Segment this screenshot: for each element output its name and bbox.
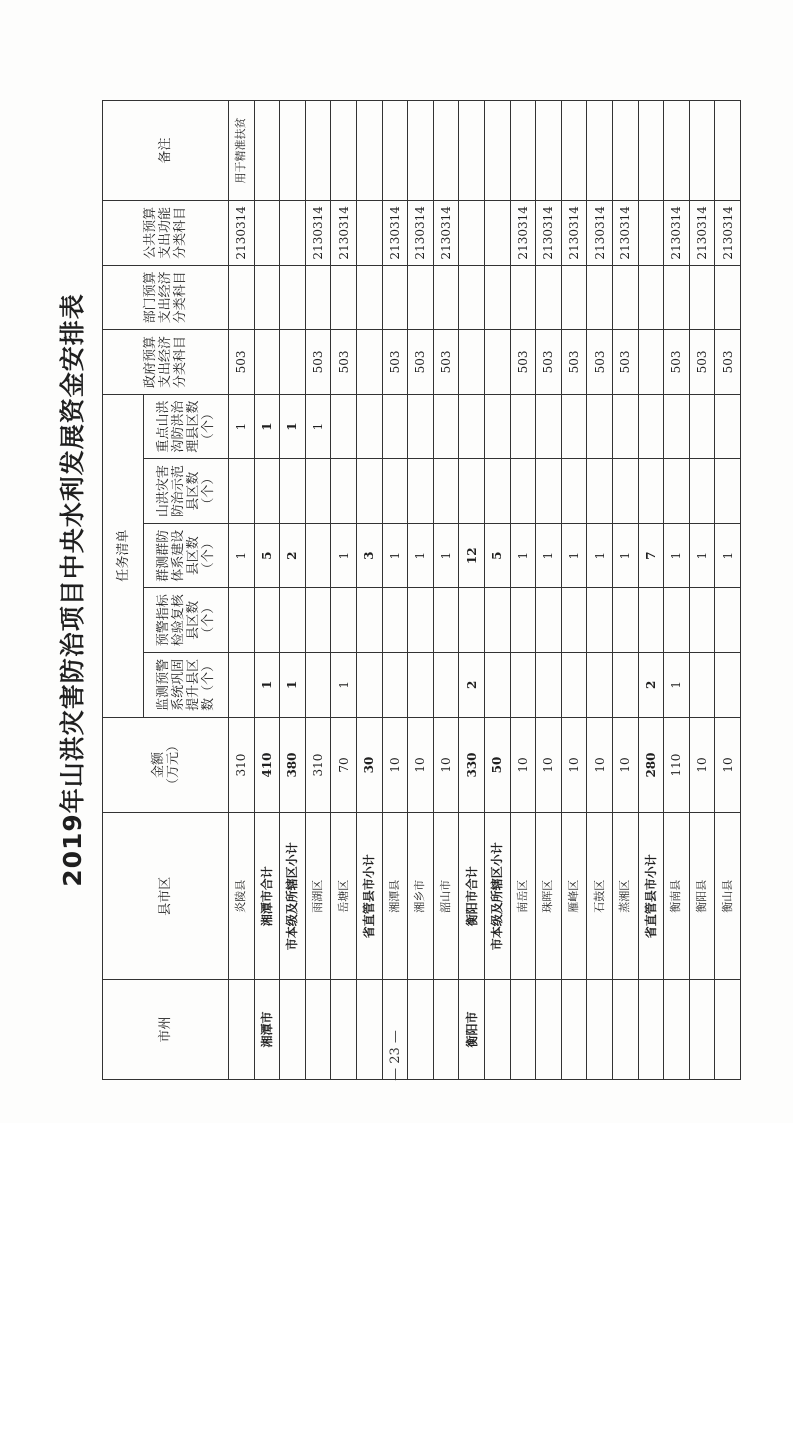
task4-cell bbox=[664, 459, 690, 524]
county-cell: 蒸湘区 bbox=[612, 813, 638, 980]
gov-econ-cell: 503 bbox=[561, 330, 587, 395]
county-cell: 衡山县 bbox=[715, 813, 741, 980]
table-row bbox=[331, 101, 357, 1080]
task5-cell bbox=[689, 394, 715, 459]
remark-cell bbox=[459, 101, 485, 201]
task2-cell bbox=[382, 588, 408, 653]
task3-cell bbox=[305, 523, 331, 588]
county-cell: 岳塘区 bbox=[331, 813, 357, 980]
task1-cell bbox=[536, 653, 562, 718]
city-cell bbox=[638, 980, 664, 1080]
amount-cell: 310 bbox=[229, 717, 255, 813]
amount-cell: 10 bbox=[587, 717, 613, 813]
dept-econ-cell bbox=[689, 265, 715, 330]
page-number: — 23 — bbox=[388, 1030, 403, 1081]
dept-econ-cell bbox=[715, 265, 741, 330]
amount-cell: 10 bbox=[408, 717, 434, 813]
task2-cell bbox=[587, 588, 613, 653]
remark-cell bbox=[408, 101, 434, 201]
task1-cell: 2 bbox=[459, 653, 485, 718]
county-cell: 雁峰区 bbox=[561, 813, 587, 980]
task1-cell: 1 bbox=[280, 653, 306, 718]
county-cell: 湘乡市 bbox=[408, 813, 434, 980]
county-cell: 衡南县 bbox=[664, 813, 690, 980]
func-cell: 2130314 bbox=[510, 201, 536, 266]
header-county: 县市区 bbox=[103, 813, 229, 980]
amount-cell: 280 bbox=[638, 717, 664, 813]
task4-cell bbox=[510, 459, 536, 524]
county-cell: 南岳区 bbox=[510, 813, 536, 980]
city-cell bbox=[689, 980, 715, 1080]
func-cell: 2130314 bbox=[382, 201, 408, 266]
amount-cell: 10 bbox=[689, 717, 715, 813]
header-amount: 金额 （万元） bbox=[103, 717, 229, 813]
gov-econ-cell: 503 bbox=[408, 330, 434, 395]
task2-cell bbox=[331, 588, 357, 653]
dept-econ-cell bbox=[331, 265, 357, 330]
task5-cell: 1 bbox=[280, 394, 306, 459]
city-cell bbox=[331, 980, 357, 1080]
amount-cell: 10 bbox=[561, 717, 587, 813]
task3-cell: 5 bbox=[254, 523, 280, 588]
task2-cell bbox=[433, 588, 459, 653]
task5-cell bbox=[561, 394, 587, 459]
remark-cell bbox=[587, 101, 613, 201]
task1-cell bbox=[715, 653, 741, 718]
header-remark: 备注 bbox=[103, 101, 229, 201]
county-cell: 省直管县市小计 bbox=[638, 813, 664, 980]
table-row bbox=[280, 101, 306, 1080]
dept-econ-cell bbox=[536, 265, 562, 330]
task4-cell bbox=[587, 459, 613, 524]
table-header bbox=[103, 101, 229, 1080]
func-cell: 2130314 bbox=[408, 201, 434, 266]
task1-cell: 1 bbox=[664, 653, 690, 718]
header-task2: 预警指标检验复核县区数（个） bbox=[144, 588, 229, 653]
task2-cell bbox=[561, 588, 587, 653]
task5-cell bbox=[664, 394, 690, 459]
table-row bbox=[715, 101, 741, 1080]
gov-econ-cell: 503 bbox=[305, 330, 331, 395]
gov-econ-cell: 503 bbox=[715, 330, 741, 395]
task3-cell: 1 bbox=[715, 523, 741, 588]
task5-cell: 1 bbox=[229, 394, 255, 459]
task2-cell bbox=[459, 588, 485, 653]
task1-cell bbox=[356, 653, 382, 718]
task3-cell: 1 bbox=[382, 523, 408, 588]
gov-econ-cell: 503 bbox=[510, 330, 536, 395]
gov-econ-cell: 503 bbox=[331, 330, 357, 395]
city-cell bbox=[433, 980, 459, 1080]
remark-cell bbox=[664, 101, 690, 201]
task4-cell bbox=[715, 459, 741, 524]
dept-econ-cell bbox=[561, 265, 587, 330]
header-task-list: 任务清单 bbox=[103, 394, 144, 717]
amount-cell: 330 bbox=[459, 717, 485, 813]
funding-table bbox=[102, 100, 741, 1080]
task5-cell: 1 bbox=[254, 394, 280, 459]
dept-econ-cell bbox=[664, 265, 690, 330]
remark-cell bbox=[433, 101, 459, 201]
remark-cell bbox=[331, 101, 357, 201]
amount-cell: 10 bbox=[433, 717, 459, 813]
task3-cell: 2 bbox=[280, 523, 306, 588]
task3-cell: 7 bbox=[638, 523, 664, 588]
county-cell: 市本级及所辖区小计 bbox=[484, 813, 510, 980]
remark-cell bbox=[689, 101, 715, 201]
task4-cell bbox=[536, 459, 562, 524]
task3-cell: 1 bbox=[408, 523, 434, 588]
func-cell: 2130314 bbox=[664, 201, 690, 266]
task1-cell bbox=[484, 653, 510, 718]
func-cell bbox=[484, 201, 510, 266]
task5-cell bbox=[612, 394, 638, 459]
func-cell: 2130314 bbox=[561, 201, 587, 266]
task3-cell: 1 bbox=[510, 523, 536, 588]
func-cell: 2130314 bbox=[536, 201, 562, 266]
task5-cell bbox=[356, 394, 382, 459]
county-cell: 珠晖区 bbox=[536, 813, 562, 980]
task1-cell bbox=[305, 653, 331, 718]
dept-econ-cell bbox=[254, 265, 280, 330]
page-title: 2019年山洪灾害防治项目中央水利发展资金安排表 bbox=[58, 293, 87, 887]
header-city: 市州 bbox=[103, 980, 229, 1080]
func-cell bbox=[254, 201, 280, 266]
func-cell: 2130314 bbox=[433, 201, 459, 266]
task3-cell: 1 bbox=[689, 523, 715, 588]
func-cell: 2130314 bbox=[587, 201, 613, 266]
task4-cell bbox=[459, 459, 485, 524]
gov-econ-cell: 503 bbox=[689, 330, 715, 395]
county-cell: 韶山市 bbox=[433, 813, 459, 980]
task4-cell bbox=[561, 459, 587, 524]
task1-cell: 1 bbox=[331, 653, 357, 718]
func-cell bbox=[459, 201, 485, 266]
dept-econ-cell bbox=[382, 265, 408, 330]
dept-econ-cell bbox=[612, 265, 638, 330]
remark-cell bbox=[382, 101, 408, 201]
task2-cell bbox=[612, 588, 638, 653]
dept-econ-cell bbox=[587, 265, 613, 330]
task4-cell bbox=[484, 459, 510, 524]
task1-cell bbox=[408, 653, 434, 718]
task4-cell bbox=[408, 459, 434, 524]
task4-cell bbox=[280, 459, 306, 524]
task5-cell bbox=[715, 394, 741, 459]
task1-cell bbox=[561, 653, 587, 718]
remark-cell: 用于精准扶贫 bbox=[229, 101, 255, 201]
remark-cell bbox=[510, 101, 536, 201]
table-row bbox=[459, 101, 485, 1080]
func-cell bbox=[356, 201, 382, 266]
table-row bbox=[561, 101, 587, 1080]
gov-econ-cell bbox=[638, 330, 664, 395]
gov-econ-cell: 503 bbox=[587, 330, 613, 395]
task2-cell bbox=[254, 588, 280, 653]
remark-cell bbox=[715, 101, 741, 201]
amount-cell: 410 bbox=[254, 717, 280, 813]
remark-cell bbox=[638, 101, 664, 201]
table-row bbox=[356, 101, 382, 1080]
remark-cell bbox=[612, 101, 638, 201]
task2-cell bbox=[484, 588, 510, 653]
remark-cell bbox=[536, 101, 562, 201]
city-cell: 衡阳市 bbox=[459, 980, 485, 1080]
task2-cell bbox=[715, 588, 741, 653]
gov-econ-cell bbox=[356, 330, 382, 395]
task5-cell bbox=[484, 394, 510, 459]
remark-cell bbox=[356, 101, 382, 201]
table-row bbox=[229, 101, 255, 1080]
amount-cell: 50 bbox=[484, 717, 510, 813]
table-row bbox=[612, 101, 638, 1080]
task4-cell bbox=[638, 459, 664, 524]
city-cell bbox=[280, 980, 306, 1080]
city-cell bbox=[536, 980, 562, 1080]
city-cell bbox=[484, 980, 510, 1080]
task4-cell bbox=[305, 459, 331, 524]
task1-cell: 2 bbox=[638, 653, 664, 718]
dept-econ-cell bbox=[433, 265, 459, 330]
func-cell: 2130314 bbox=[305, 201, 331, 266]
amount-cell: 70 bbox=[331, 717, 357, 813]
task3-cell: 1 bbox=[433, 523, 459, 588]
task2-cell bbox=[305, 588, 331, 653]
task3-cell: 1 bbox=[664, 523, 690, 588]
county-cell: 雨湖区 bbox=[305, 813, 331, 980]
amount-cell: 10 bbox=[510, 717, 536, 813]
header-func: 公共预算支出功能分类科目 bbox=[103, 201, 229, 266]
task2-cell bbox=[408, 588, 434, 653]
task1-cell: 1 bbox=[254, 653, 280, 718]
task5-cell bbox=[587, 394, 613, 459]
gov-econ-cell bbox=[280, 330, 306, 395]
task4-cell bbox=[612, 459, 638, 524]
city-cell bbox=[305, 980, 331, 1080]
table-row bbox=[254, 101, 280, 1080]
amount-cell: 380 bbox=[280, 717, 306, 813]
gov-econ-cell: 503 bbox=[536, 330, 562, 395]
task5-cell bbox=[536, 394, 562, 459]
task3-cell: 12 bbox=[459, 523, 485, 588]
task5-cell bbox=[408, 394, 434, 459]
header-dept-econ: 部门预算支出经济分类科目 bbox=[103, 265, 229, 330]
task1-cell bbox=[433, 653, 459, 718]
task5-cell bbox=[382, 394, 408, 459]
gov-econ-cell bbox=[459, 330, 485, 395]
task4-cell bbox=[382, 459, 408, 524]
dept-econ-cell bbox=[638, 265, 664, 330]
county-cell: 衡阳市合计 bbox=[459, 813, 485, 980]
task5-cell bbox=[331, 394, 357, 459]
header-gov-econ: 政府预算支出经济分类科目 bbox=[103, 330, 229, 395]
table-row bbox=[536, 101, 562, 1080]
dept-econ-cell bbox=[280, 265, 306, 330]
task3-cell: 1 bbox=[561, 523, 587, 588]
county-cell: 湘潭县 bbox=[382, 813, 408, 980]
gov-econ-cell bbox=[484, 330, 510, 395]
task2-cell bbox=[280, 588, 306, 653]
task3-cell: 1 bbox=[331, 523, 357, 588]
city-cell bbox=[356, 980, 382, 1080]
task3-cell: 1 bbox=[536, 523, 562, 588]
task5-cell bbox=[433, 394, 459, 459]
dept-econ-cell bbox=[510, 265, 536, 330]
table-row bbox=[587, 101, 613, 1080]
city-cell bbox=[612, 980, 638, 1080]
city-cell bbox=[587, 980, 613, 1080]
county-cell: 石鼓区 bbox=[587, 813, 613, 980]
func-cell: 2130314 bbox=[331, 201, 357, 266]
county-cell: 湘潭市合计 bbox=[254, 813, 280, 980]
func-cell: 2130314 bbox=[689, 201, 715, 266]
func-cell bbox=[638, 201, 664, 266]
table-row bbox=[638, 101, 664, 1080]
task2-cell bbox=[638, 588, 664, 653]
task3-cell: 1 bbox=[229, 523, 255, 588]
table-row bbox=[664, 101, 690, 1080]
task1-cell bbox=[510, 653, 536, 718]
county-cell: 市本级及所辖区小计 bbox=[280, 813, 306, 980]
amount-cell: 110 bbox=[664, 717, 690, 813]
amount-cell: 310 bbox=[305, 717, 331, 813]
task1-cell bbox=[587, 653, 613, 718]
dept-econ-cell bbox=[459, 265, 485, 330]
county-cell: 省直管县市小计 bbox=[356, 813, 382, 980]
county-cell: 衡阳县 bbox=[689, 813, 715, 980]
gov-econ-cell: 503 bbox=[229, 330, 255, 395]
table-row bbox=[305, 101, 331, 1080]
task3-cell: 1 bbox=[612, 523, 638, 588]
func-cell: 2130314 bbox=[612, 201, 638, 266]
task3-cell: 5 bbox=[484, 523, 510, 588]
amount-cell: 10 bbox=[715, 717, 741, 813]
dept-econ-cell bbox=[305, 265, 331, 330]
task2-cell bbox=[510, 588, 536, 653]
city-cell bbox=[664, 980, 690, 1080]
table-row bbox=[433, 101, 459, 1080]
table-row bbox=[408, 101, 434, 1080]
task5-cell bbox=[638, 394, 664, 459]
dept-econ-cell bbox=[408, 265, 434, 330]
city-cell: 湘潭市 bbox=[254, 980, 280, 1080]
func-cell bbox=[280, 201, 306, 266]
amount-cell: 10 bbox=[612, 717, 638, 813]
city-cell bbox=[510, 980, 536, 1080]
remark-cell bbox=[280, 101, 306, 201]
task2-cell bbox=[689, 588, 715, 653]
task3-cell: 3 bbox=[356, 523, 382, 588]
task4-cell bbox=[331, 459, 357, 524]
gov-econ-cell: 503 bbox=[664, 330, 690, 395]
func-cell: 2130314 bbox=[229, 201, 255, 266]
remark-cell bbox=[254, 101, 280, 201]
task4-cell bbox=[356, 459, 382, 524]
task4-cell bbox=[229, 459, 255, 524]
amount-cell: 30 bbox=[356, 717, 382, 813]
gov-econ-cell: 503 bbox=[612, 330, 638, 395]
city-cell bbox=[561, 980, 587, 1080]
table-row bbox=[689, 101, 715, 1080]
task4-cell bbox=[689, 459, 715, 524]
task2-cell bbox=[536, 588, 562, 653]
remark-cell bbox=[484, 101, 510, 201]
city-cell bbox=[229, 980, 255, 1080]
gov-econ-cell: 503 bbox=[382, 330, 408, 395]
dept-econ-cell bbox=[484, 265, 510, 330]
dept-econ-cell bbox=[229, 265, 255, 330]
county-cell: 炎陵县 bbox=[229, 813, 255, 980]
task3-cell: 1 bbox=[587, 523, 613, 588]
gov-econ-cell: 503 bbox=[433, 330, 459, 395]
city-cell bbox=[408, 980, 434, 1080]
header-task1: 监测预警系统巩固提升县区数（个） bbox=[144, 653, 229, 718]
task5-cell bbox=[510, 394, 536, 459]
task2-cell bbox=[356, 588, 382, 653]
task4-cell bbox=[254, 459, 280, 524]
task1-cell bbox=[689, 653, 715, 718]
city-cell bbox=[715, 980, 741, 1080]
amount-cell: 10 bbox=[382, 717, 408, 813]
dept-econ-cell bbox=[356, 265, 382, 330]
func-cell: 2130314 bbox=[715, 201, 741, 266]
remark-cell bbox=[561, 101, 587, 201]
task5-cell bbox=[459, 394, 485, 459]
header-task5: 重点山洪沟防洪治理县区数（个） bbox=[144, 394, 229, 459]
task1-cell bbox=[229, 653, 255, 718]
task4-cell bbox=[433, 459, 459, 524]
table-body bbox=[229, 101, 741, 1080]
table-row bbox=[484, 101, 510, 1080]
header-task3: 群测群防体系建设县区数（个） bbox=[144, 523, 229, 588]
task1-cell bbox=[612, 653, 638, 718]
header-task4: 山洪灾害防治示范县区数（个） bbox=[144, 459, 229, 524]
task2-cell bbox=[229, 588, 255, 653]
gov-econ-cell bbox=[254, 330, 280, 395]
amount-cell: 10 bbox=[536, 717, 562, 813]
task5-cell: 1 bbox=[305, 394, 331, 459]
remark-cell bbox=[305, 101, 331, 201]
task2-cell bbox=[664, 588, 690, 653]
table-row bbox=[510, 101, 536, 1080]
